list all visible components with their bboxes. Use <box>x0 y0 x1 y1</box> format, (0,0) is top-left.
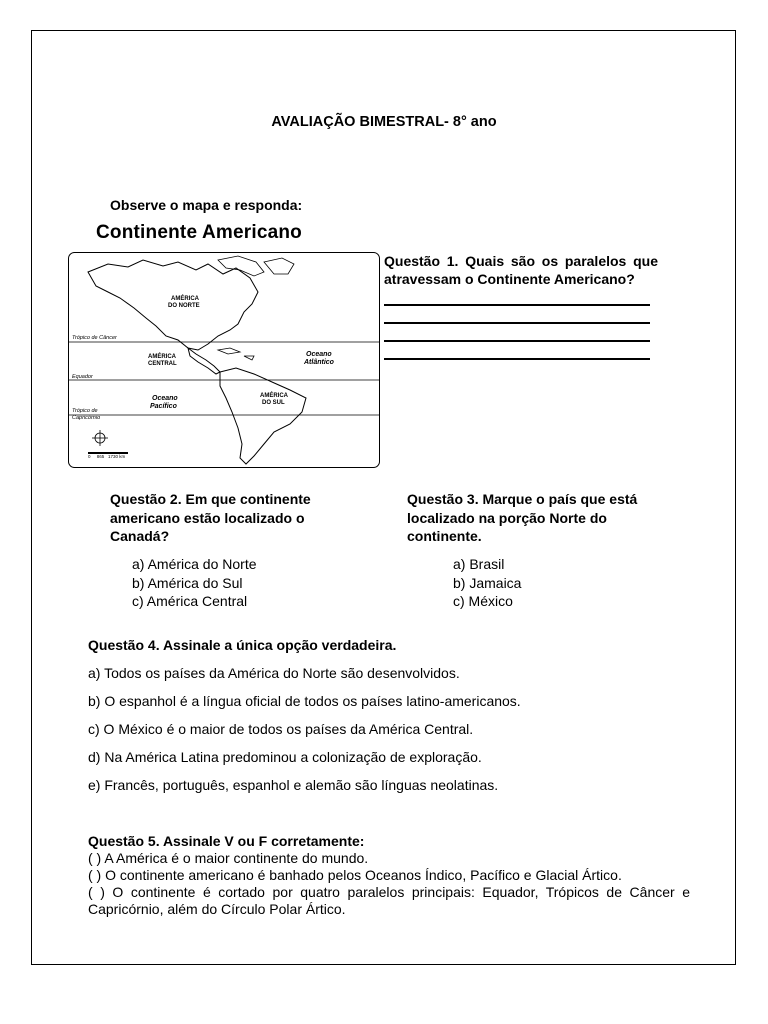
svg-text:Pacífico <box>150 403 178 410</box>
q5-item-3[interactable]: ( ) O continente é cortado por quatro paralelos principais: Equador, Trópicos de Câncer e Capricórnio, além do Círculo Polar Ártico. <box>88 884 690 917</box>
q3-option-c[interactable]: c) México <box>453 593 513 609</box>
question-1 <box>384 252 658 360</box>
svg-text:Oceano <box>306 351 332 358</box>
svg-text:AMÉRICA <box>148 352 177 360</box>
label-central-america-1: AMÉRICA <box>148 354 176 360</box>
q4-option-a[interactable]: a) Todos os países da América do Norte são desenvolvidos. <box>88 665 460 681</box>
answer-line-2[interactable] <box>384 306 650 324</box>
label-south-america-2: DO SUL <box>262 400 285 406</box>
q5-item-1[interactable]: ( ) A América é o maior continente do mundo. <box>88 850 369 866</box>
answer-line-1[interactable] <box>384 288 650 306</box>
label-north-america-1: AMÉRICA <box>171 296 199 302</box>
q2-option-b[interactable]: b) América do Sul <box>132 574 243 591</box>
svg-text:AMÉRICA <box>171 294 200 302</box>
q3-option-b[interactable]: b) Jamaica <box>453 574 522 591</box>
question-3-text: . Marque o país que está localizado na porção Norte do continente. <box>407 491 638 544</box>
map-title: Continente Americano <box>96 222 302 243</box>
svg-text:CENTRAL <box>148 361 177 367</box>
document-title: AVALIAÇÃO BIMESTRAL- 8° ano <box>271 114 497 130</box>
question-2-label: Questão 2 <box>110 491 178 507</box>
q4-option-e[interactable]: e) Francês, português, espanhol e alemão são línguas neolatinas. <box>88 777 499 793</box>
label-central-america-2: CENTRAL <box>148 361 177 367</box>
label-tropic-capricorn-2: Capricórnio <box>72 415 101 421</box>
label-south-america-1: AMÉRICA <box>260 393 288 399</box>
label-pacific-2: Pacífico <box>150 403 177 410</box>
question-2-text: . Em que continente americano estão localizado o Canadá? <box>110 491 311 544</box>
question-5-title: Questão 5. Assinale V ou F corretamente: <box>88 833 365 849</box>
label-equator: Equador <box>72 374 93 380</box>
question-4-title: Questão 4. Assinale a única opção verdadeira. <box>88 637 397 653</box>
q2-option-c[interactable]: c) América Central <box>132 593 248 609</box>
q4-option-d[interactable]: d) Na América Latina predominou a colonização de exploração. <box>88 749 482 765</box>
svg-text:Trópico de Câncer <box>72 335 118 341</box>
question-2-options <box>132 555 257 611</box>
label-north-america-2: DO NORTE <box>168 303 200 309</box>
instruction: Observe o mapa e responda: <box>110 197 303 213</box>
svg-text:AMÉRICA <box>260 391 289 399</box>
label-scale: 0 865 1730 km <box>88 454 126 459</box>
label-tropic-cancer: Trópico de Câncer <box>72 335 117 341</box>
question-1-text: Questão 1. Quais são os paralelos que atravessam o Continente Americano? <box>384 253 658 287</box>
answer-line-3[interactable] <box>384 324 650 342</box>
svg-text:0 865 1730 km <box>88 454 126 459</box>
svg-text:Trópico de <box>72 408 98 414</box>
question-3-options <box>453 555 521 611</box>
q2-option-a[interactable]: a) América do Norte <box>132 556 257 572</box>
q3-option-a[interactable]: a) Brasil <box>453 556 505 572</box>
svg-text:Oceano <box>152 395 178 402</box>
svg-text:Capricórnio <box>72 415 100 421</box>
svg-text:Equador <box>72 374 94 380</box>
americas-map <box>68 252 380 468</box>
svg-text:Atlântico <box>303 359 335 366</box>
question-3-label: Questão 3 <box>407 491 475 507</box>
svg-text:DO NORTE <box>168 303 200 309</box>
q5-item-2[interactable]: ( ) O continente americano é banhado pelos Oceanos Índico, Pacífico e Glacial Ártico. <box>88 867 622 883</box>
answer-line-4[interactable] <box>384 342 650 360</box>
question-3 <box>407 490 657 546</box>
label-atlantic-1: Oceano <box>306 351 332 358</box>
svg-text:DO SUL <box>262 400 285 406</box>
label-tropic-capricorn-1: Trópico de <box>72 408 98 414</box>
label-atlantic-2: Atlântico <box>304 359 334 366</box>
question-2 <box>110 490 350 546</box>
q4-option-c[interactable]: c) O México é o maior de todos os países da América Central. <box>88 721 474 737</box>
question-5 <box>88 833 690 918</box>
q4-option-b[interactable]: b) O espanhol é a língua oficial de todos os países latino-americanos. <box>88 693 521 709</box>
label-pacific-1: Oceano <box>152 395 178 402</box>
